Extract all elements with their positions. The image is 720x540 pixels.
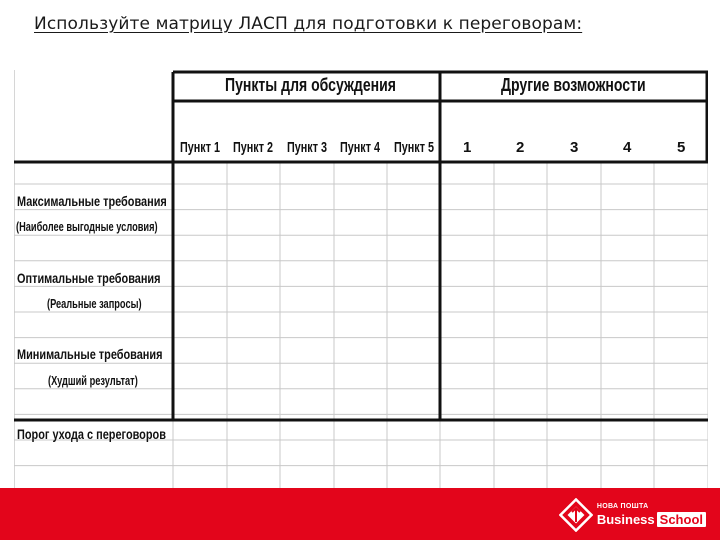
column-header-option-5: 5 — [677, 139, 686, 156]
nova-poshta-business-school-logo — [559, 498, 706, 532]
lasp-matrix — [14, 70, 708, 490]
row-sublabel-maximum: (Наиболее выгодные условия) — [16, 220, 158, 234]
logo-mark-icon — [559, 498, 593, 532]
page-title: Используйте матрицу ЛАСП для подготовки к переговорам: — [34, 14, 583, 34]
group-header-discussion-points: Пункты для обсуждения — [225, 75, 396, 95]
column-header-option-3: 3 — [570, 139, 579, 156]
row-label-maximum: Максимальные требования — [17, 193, 167, 209]
row-sublabel-optimal: (Реальные запросы) — [47, 297, 142, 311]
column-header-option-2: 2 — [516, 139, 525, 156]
row-label-walkaway: Порог ухода с переговоров — [17, 426, 166, 442]
group-header-other-options: Другие возможности — [501, 75, 646, 95]
row-label-optimal: Оптимальные требования — [17, 270, 161, 286]
logo-top-text: НОВА ПОШТА — [596, 503, 649, 510]
column-header-point-4: Пункт 4 — [340, 139, 380, 156]
row-label-minimum: Минимальные требования — [17, 346, 163, 362]
column-header-point-5: Пункт 5 — [394, 139, 434, 156]
footer-bar — [0, 488, 720, 540]
logo-school-text: School — [657, 512, 706, 527]
column-header-option-4: 4 — [623, 139, 632, 156]
column-header-point-3: Пункт 3 — [287, 139, 327, 156]
column-header-point-1: Пункт 1 — [180, 139, 220, 156]
row-sublabel-minimum: (Худший результат) — [48, 374, 138, 388]
column-header-point-2: Пункт 2 — [233, 139, 273, 156]
column-header-option-1: 1 — [463, 139, 472, 156]
logo-business-text: Business — [596, 512, 655, 527]
